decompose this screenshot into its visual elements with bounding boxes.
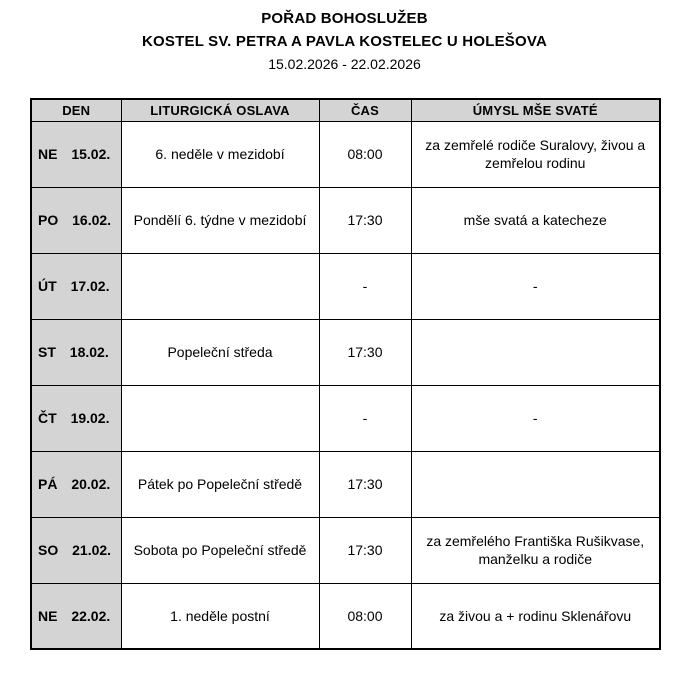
celebration-cell: Sobota po Popeleční středě xyxy=(121,517,319,583)
day-date: 20.02. xyxy=(71,476,111,492)
church-name: KOSTEL SV. PETRA A PAVLA KOSTELEC U HOLEŠOVA xyxy=(142,33,547,50)
day-abbrev: ÚT xyxy=(38,278,57,294)
table-row xyxy=(31,451,660,517)
table-row xyxy=(31,253,660,319)
table-row xyxy=(31,583,660,649)
intention-cell: za zemřelého Františka Rušikvase, manželku a rodiče xyxy=(411,517,660,583)
column-header-intention: ÚMYSL MŠE SVATÉ xyxy=(411,99,660,121)
time-cell: 17:30 xyxy=(319,517,411,583)
day-cell xyxy=(31,385,121,451)
celebration-cell xyxy=(121,253,319,319)
celebration-cell: 6. neděle v mezidobí xyxy=(121,121,319,187)
table-row xyxy=(31,319,660,385)
intention-cell: - xyxy=(411,385,660,451)
celebration-cell: Pondělí 6. týdne v mezidobí xyxy=(121,187,319,253)
celebration-cell: 1. neděle postní xyxy=(121,583,319,649)
intention-cell: - xyxy=(411,253,660,319)
day-abbrev: NE xyxy=(38,146,58,162)
day-cell xyxy=(31,319,121,385)
day-date: 16.02. xyxy=(72,212,112,228)
day-abbrev: ČT xyxy=(38,410,57,426)
page-title: POŘAD BOHOSLUŽEB xyxy=(261,10,428,27)
day-cell xyxy=(31,253,121,319)
day-cell xyxy=(31,451,121,517)
time-cell: 17:30 xyxy=(319,319,411,385)
day-abbrev: PÁ xyxy=(38,476,58,492)
day-abbrev: PO xyxy=(38,212,59,228)
day-date: 17.02. xyxy=(70,278,110,294)
day-date: 19.02. xyxy=(70,410,110,426)
day-abbrev: NE xyxy=(38,607,58,624)
time-cell: - xyxy=(319,385,411,451)
day-date: 15.02. xyxy=(71,146,111,162)
table-row xyxy=(31,121,660,187)
table-row xyxy=(31,187,660,253)
time-cell: 17:30 xyxy=(319,187,411,253)
day-abbrev: SO xyxy=(38,542,59,558)
time-cell: 08:00 xyxy=(319,583,411,649)
day-cell xyxy=(31,517,121,583)
intention-cell xyxy=(411,319,660,385)
celebration-cell xyxy=(121,385,319,451)
day-cell xyxy=(31,187,121,253)
column-header-celebration: LITURGICKÁ OSLAVA xyxy=(121,99,319,121)
intention-cell: mše svatá a katecheze xyxy=(411,187,660,253)
day-abbrev: ST xyxy=(38,344,56,360)
celebration-cell: Popeleční středa xyxy=(121,319,319,385)
table-row xyxy=(31,517,660,583)
table-row xyxy=(31,385,660,451)
column-header-time: ČAS xyxy=(319,99,411,121)
day-date: 22.02. xyxy=(71,607,111,624)
day-date: 18.02. xyxy=(69,344,109,360)
column-header-day: DEN xyxy=(31,99,121,121)
intention-cell: za živou a + rodinu Sklenářovu xyxy=(411,583,660,649)
day-cell xyxy=(31,121,121,187)
time-cell: 08:00 xyxy=(319,121,411,187)
time-cell: 17:30 xyxy=(319,451,411,517)
schedule-table xyxy=(30,98,661,650)
page-header xyxy=(30,10,659,72)
day-date: 21.02. xyxy=(72,542,112,558)
table-header-row xyxy=(31,99,660,121)
intention-cell: za zemřelé rodiče Suralovy, živou a zemřelou rodinu xyxy=(411,121,660,187)
celebration-cell: Pátek po Popeleční středě xyxy=(121,451,319,517)
day-cell xyxy=(31,583,121,649)
intention-cell xyxy=(411,451,660,517)
date-range: 15.02.2026 - 22.02.2026 xyxy=(268,56,421,72)
time-cell: - xyxy=(319,253,411,319)
